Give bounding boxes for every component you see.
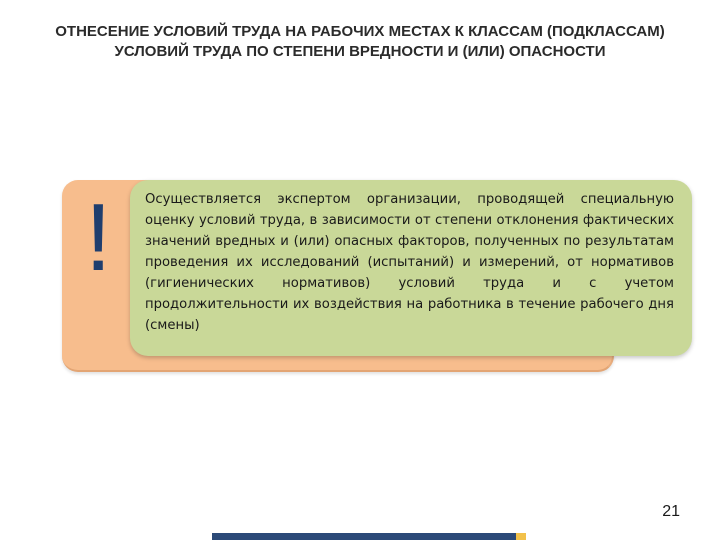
footer-accent (516, 533, 526, 540)
body-text: Осуществляется экспертом организации, проводящей специальную оценку условий труда, в зависимости от степени отклонения фактических значений вредных и (или) опасных факторов, полученных по результатам проведения их исследований (испытаний) и измерений, от нормативов (гигиенических нормативов) условий труда и с учетом продолжительности их воздействия на работника в течение рабочего дня (смены) (145, 192, 674, 333)
page-number: 21 (662, 503, 680, 520)
footer-bar (212, 533, 516, 540)
slide-title: ОТНЕСЕНИЕ УСЛОВИЙ ТРУДА НА РАБОЧИХ МЕСТАХ К КЛАССАМ (ПОДКЛАССАМ) УСЛОВИЙ ТРУДА ПО СТЕПЕНИ ВРЕДНОСТИ И (ИЛИ) ОПАСНОСТИ (55, 23, 665, 60)
content-card (130, 180, 692, 356)
exclamation-icon: ! (85, 184, 112, 291)
